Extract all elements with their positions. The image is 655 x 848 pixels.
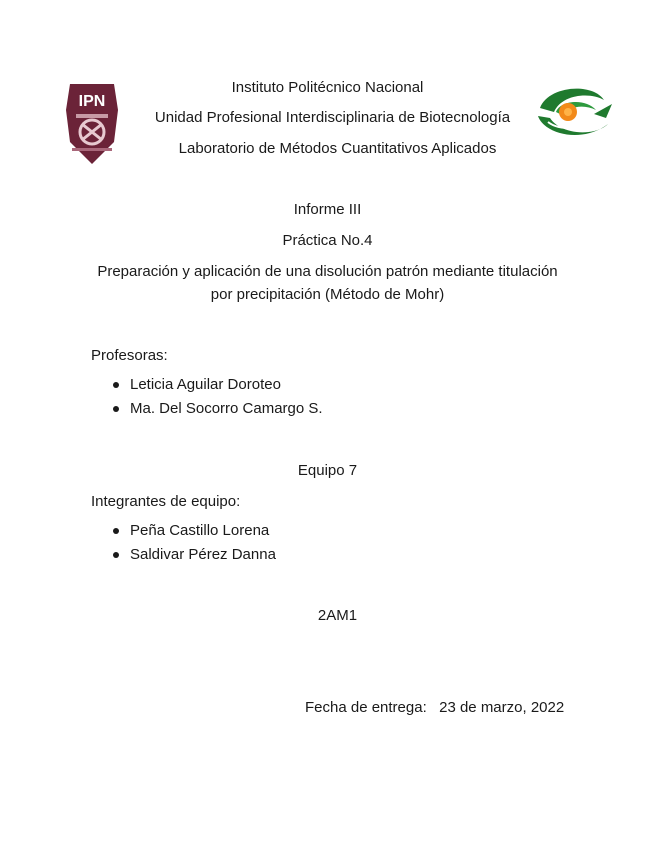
members-list: [113, 520, 276, 568]
practice-number: Práctica No.4: [282, 232, 373, 249]
list-item: Leticia Aguilar Doroteo: [113, 374, 323, 398]
group-code: 2AM1: [317, 607, 358, 624]
lab-name: Laboratorio de Métodos Cuantitativos Aplicados: [178, 140, 497, 157]
ipn-logo-text: IPN: [78, 93, 106, 110]
professors-label: Profesoras:: [91, 347, 168, 364]
unit-name: Unidad Profesional Interdisciplinaria de Biotecnología: [154, 109, 511, 126]
list-item: Saldivar Pérez Danna: [113, 544, 276, 568]
delivery-date: [305, 699, 564, 716]
team-name: Equipo 7: [297, 462, 358, 479]
report-title-line1: Preparación y aplicación de una disolución patrón mediante titulación: [97, 263, 558, 280]
report-title-line2: por precipitación (Método de Mohr): [210, 286, 445, 303]
delivery-label: Fecha de entrega:: [305, 699, 427, 716]
professors-list: [113, 374, 323, 422]
list-item: Ma. Del Socorro Camargo S.: [113, 398, 323, 422]
members-label: Integrantes de equipo:: [91, 493, 241, 510]
delivery-value: 23 de marzo, 2022: [439, 699, 565, 716]
list-item: Peña Castillo Lorena: [113, 520, 276, 544]
institution-name: Instituto Politécnico Nacional: [231, 79, 424, 96]
report-number: Informe III: [293, 201, 362, 218]
